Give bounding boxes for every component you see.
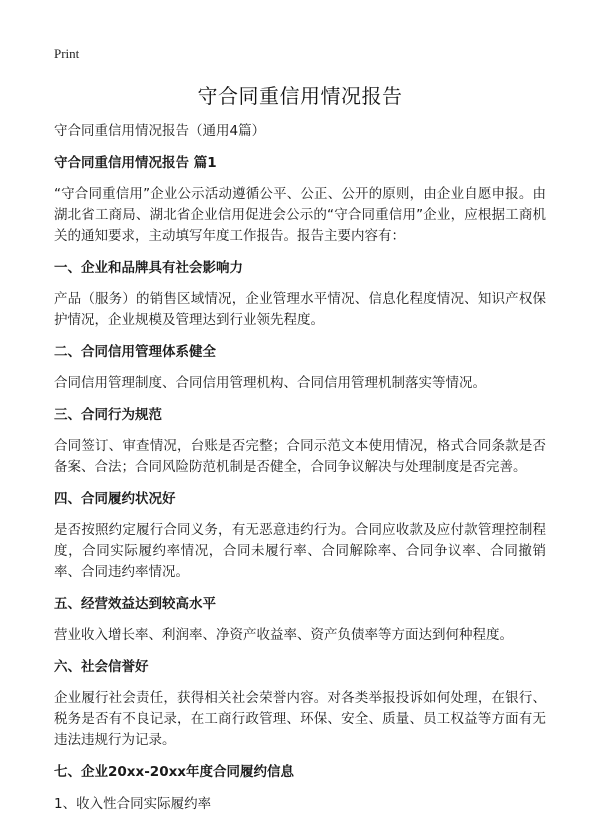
section-text-6: 企业履行社会责任，获得相关社会荣誉内容。对各类举报投诉如何处理，在银行、税务是否有不良记录，在工商行政管理、环保、安全、质量、员工权益等方面有无违法违规行为记录。 — [54, 690, 546, 748]
document-subtitle: 守合同重信用情况报告（通用4篇） — [54, 123, 266, 139]
print-label: Print — [54, 46, 80, 61]
intro-paragraph: “守合同重信用”企业公示活动遵循公平、公正、公开的原则，由企业自愿申报。由湖北省工商局、湖北省企业信用促进会公示的“守合同重信用”企业，应根据工商机关的通知要求，主动填写年度工作报告。报告主要内容有： — [54, 186, 546, 244]
section-text-1: 产品（服务）的销售区域情况，企业管理水平情况、信息化程度情况、知识产权保护情况，企业规模及管理达到行业领先程度。 — [54, 291, 546, 328]
list-item: 1、收入性合同实际履约率 — [54, 796, 212, 812]
document-title: 守合同重信用情况报告 — [197, 84, 403, 108]
section-text-4: 是否按照约定履行合同义务，有无恶意违约行为。合同应收款及应付款管理控制程度，合同实际履约率情况，合同未履行率、合同解除率、合同争议率、合同撤销率、合同违约率情况。 — [54, 522, 546, 580]
main-heading: 守合同重信用情况报告 篇1 — [54, 155, 217, 171]
section-text-2: 合同信用管理制度、合同信用管理机构、合同信用管理机制落实等情况。 — [54, 375, 486, 391]
section-heading-3: 三、合同行为规范 — [54, 407, 162, 423]
section-heading-5: 五、经营效益达到较高水平 — [54, 596, 216, 612]
section-heading-4: 四、合同履约状况好 — [54, 491, 176, 507]
document-body — [54, 120, 546, 815]
section-text-5: 营业收入增长率、利润率、净资产收益率、资产负债率等方面达到何种程度。 — [54, 627, 513, 643]
section-heading-2: 二、合同信用管理体系健全 — [54, 344, 216, 360]
section-heading-6: 六、社会信誉好 — [54, 659, 149, 675]
section-text-3: 合同签订、审查情况，台账是否完整；合同示范文本使用情况，格式合同条款是否备案、合法；合同风险防范机制是否健全，合同争议解决与处理制度是否完善。 — [54, 438, 546, 475]
section-heading-7: 七、企业20xx-20xx年度合同履约信息 — [54, 764, 295, 780]
section-heading-1: 一、企业和品牌具有社会影响力 — [54, 260, 243, 276]
